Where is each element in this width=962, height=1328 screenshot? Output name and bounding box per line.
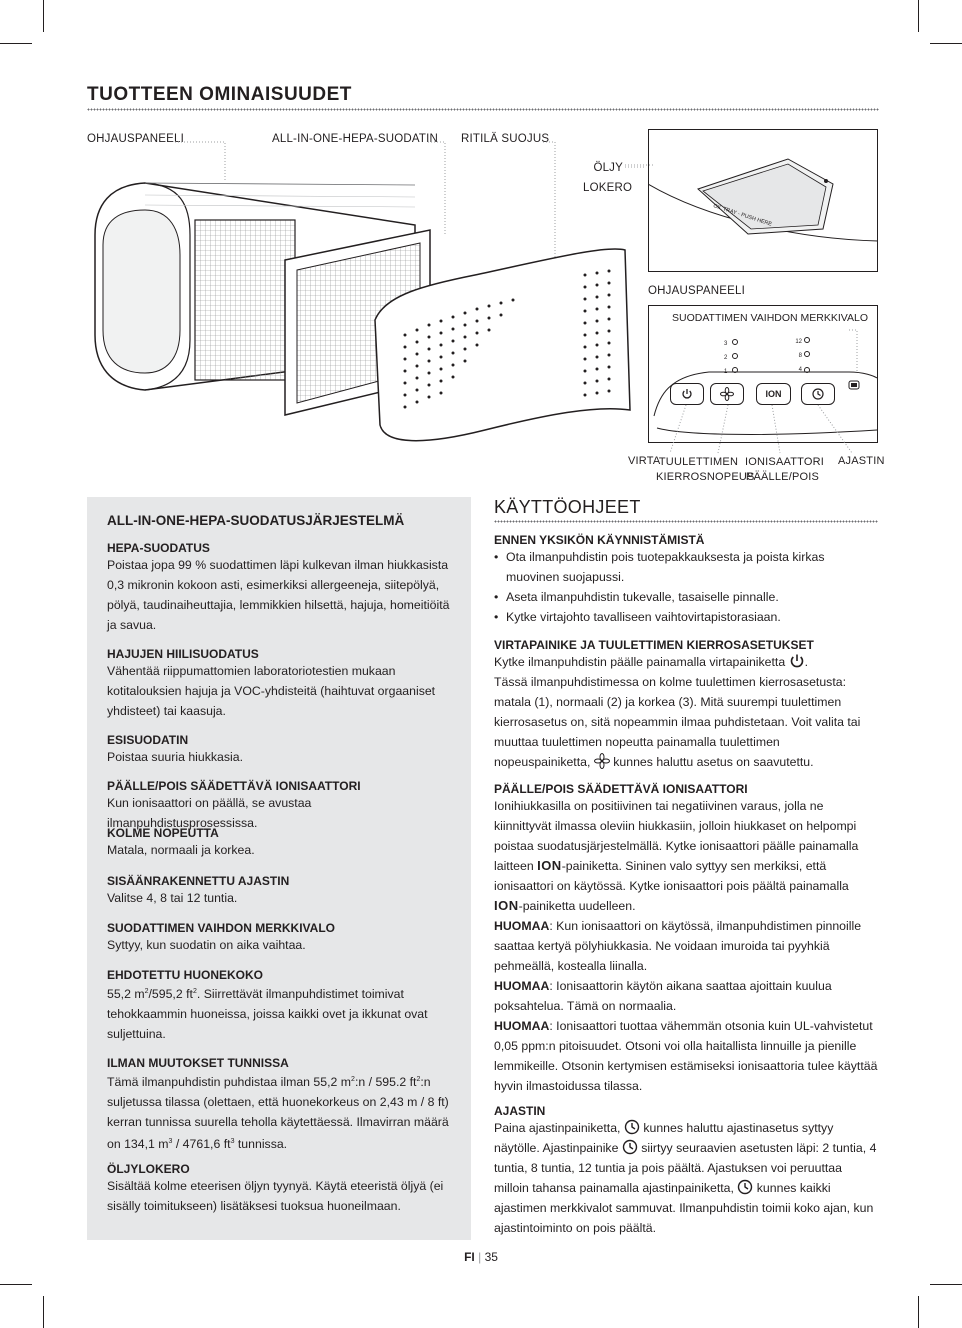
before-start-list <box>494 547 879 627</box>
feature-oil-tray: ÖLJYLOKERO Sisältää kolme eteerisen öljyn tyynyä. Käytä eteeristä öljyä (ei sisälly toimitukseen) lisätäksesi tuoksua huoneilmaan. <box>107 1162 444 1213</box>
crop-mark <box>918 1296 919 1328</box>
label-fan-speed: TUULETTIMEN KIERROSNOPEUS <box>656 456 755 483</box>
footer-separator: | <box>478 1250 482 1264</box>
section-before-start: ENNEN YKSIKÖN KÄYNNISTÄMISTÄ • Ota ilmanpuhdistin pois tuotepakkauksesta ja poista kirkas muovinen suojapussi. • Aseta ilmanpuhdistin tukevalle, tasaiselle pinnalle. • Kytke virtajohto tavalliseen vaihtovirtapistorasiaan. <box>494 533 879 627</box>
list-item: • Aseta ilmanpuhdistin tukevalle, tasaiselle pinnalle. <box>494 587 879 607</box>
feature-carbon: HAJUJEN HIILISUODATUS Vähentää riippumattomien laboratoriotestien mukaan kotitalouksien hajuja ja VOC-yhdisteitä (haihtuvat orgaaniset yhdisteet) tai kaasuja. <box>107 647 436 718</box>
feature-air-changes: ILMAN MUUTOKSET TUNNISSA Tämä ilmanpuhdistin puhdistaa ilman 55,2 $m^2:n / 595.2$ $ft^2:n$ suljetussa tilassa (olettaen, että huonekorkeus on 2,43 m / 8 ft) kerran tunnissa suurella teholla käytettäessä. Ilmavirran määrä on 134,1 $m^3 / 4761,6$ $ft^3$ tunnissa. <box>107 1056 449 1152</box>
crop-mark <box>930 43 962 44</box>
crop-mark <box>0 43 32 44</box>
feature-timer: SISÄÄNRAKENNETTU AJASTIN Valitse 4, 8 tai 12 tuntia. <box>107 874 290 905</box>
note-1: HUOMAA: Kun ionisaattori on käytössä, ilmanpuhdistimen pinnoille saattaa kertyä pölyhiukkasia. Ne voidaan imuroida tai pyyhkiä pehmeällä, kostealla liinalla. <box>494 919 862 973</box>
list-item: • Ota ilmanpuhdistin pois tuotepakkauksesta ja poista kirkas muovinen suojapussi. <box>494 547 879 587</box>
page-number: 35 <box>484 1250 498 1264</box>
label-ionizer: IONISAATTORI PÄÄLLE/POIS <box>745 456 825 483</box>
feature-speeds: KOLME NOPEUTTA Matala, normaali ja korkea. <box>107 826 255 857</box>
note-2: HUOMAA: Ionisaattorin käytön aikana saattaa ajoittain kuulua poksahtelua. Tämä on normaalia. <box>494 979 832 1013</box>
features-title: ALL-IN-ONE-HEPA-SUODATUSJÄRJESTELMÄ <box>107 513 405 528</box>
page-footer <box>0 1250 962 1264</box>
oil-tray-inset <box>648 129 878 272</box>
crop-mark <box>918 0 919 32</box>
ion-button[interactable]: ION <box>756 383 791 405</box>
product-exploded-diagram <box>85 125 645 455</box>
power-icon <box>681 388 693 400</box>
label-control-panel-2: OHJAUSPANEELI <box>648 285 745 297</box>
instructions-divider <box>494 520 878 525</box>
note-3: HUOMAA: Ionisaattori tuottaa vähemmän otsonia kuin UL-vahvistetut 0,05 ppm:n pitoisuudet. Otsoni voi olla haitallista linnuille ja pienille lemmikeille. Otsonin kertymisen estämiseksi ionisaattoria tulee käyttää hyvin ilmastoidussa tilassa. <box>494 1019 878 1093</box>
fan-icon <box>594 753 610 769</box>
page-title: TUOTTEEN OMINAISUUDET <box>87 84 352 105</box>
label-control-panel: OHJAUSPANEELI <box>87 133 184 145</box>
label-grille: RITILÄ SUOJUS <box>461 133 550 145</box>
label-oil-tray: ÖLJY LOKERO <box>583 162 633 194</box>
crop-mark <box>0 1284 32 1285</box>
language-code: FI <box>464 1250 475 1264</box>
feature-room-size: EHDOTETTU HUONEKOKO 55,2 $m^2/595,2$ $ft^2$. Siirrettävät ilmanpuhdistimet toimivat tehokkaammin huoneissa, joissa kaikki ovet ja ikkunat ovat suljettuina. <box>107 968 428 1042</box>
section-timer: AJASTIN Paina ajastinpainiketta, kunnes haluttu ajastinasetus syttyy näytölle. Ajastinpainike siirtyy seuraavien asetusten läpi: 2 tuntia, 4 tuntia, 8 tuntia, 12 tuntia ja pois päältä. Ajastuksen voi peruuttaa milloin tahansa painamalla ajastinpainiketta, kunnes kaikki ajastimen merkkivalot sammuvat. Ilmanpuhdistin toimii koko ajan, kun ajastintoiminto on pois päältä. <box>494 1104 877 1235</box>
svg-text:OIL TRAY - PUSH HERE: OIL TRAY - PUSH HERE <box>712 203 773 228</box>
crop-mark <box>43 0 44 32</box>
clock-icon <box>622 1139 638 1155</box>
instructions-title: KÄYTTÖOHJEET <box>494 497 641 517</box>
feature-ionizer: PÄÄLLE/POIS SÄÄDETTÄVÄ IONISAATTORI Kun ionisaattori on päällä, se avustaa ilmanpuhdistusprosessissa. <box>107 779 361 830</box>
timer-level-labels: 12 8 4 <box>795 339 802 373</box>
crop-mark <box>43 1296 44 1328</box>
button-leader-lines <box>640 400 880 456</box>
crop-mark <box>930 1284 962 1285</box>
clock-icon <box>624 1119 640 1135</box>
speed-level-labels: 3 2 1 <box>724 341 728 375</box>
feature-prefilter: ESISUODATIN Poistaa suuria hiukkasia. <box>107 733 244 764</box>
clock-icon <box>812 388 824 400</box>
section-ionizer: PÄÄLLE/POIS SÄÄDETTÄVÄ IONISAATTORI Ionihiukkasilla on positiivinen tai negatiivinen varaus, jolla ne kiinnittyvät ilmassa oleviin hiukkasiin, jolloin hiukkaset on helpompi poistaa suodatusjärjestelmällä. Kytke ionisaattori päälle painamalla laitteen ION-painiketta. Sininen valo syttyy sen merkiksi, että ionisaattori on käytössä. Kytke ionisaattori pois päältä painamalla ION-painiketta uudelleen. HUOMAA: Kun ionisaattori on käytössä, ilmanpuhdistimen pinnoille saattaa kertyä pölyhiukkasia. Ne voidaan imuroida tai pyyhkiä pehmeällä, kostealla liinalla. HUOMAA: Ionisaattorin käytön aikana saattaa ajoittain kuulua poksahtelua. Tämä on normaalia. HUOMAA: Ionisaattori tuottaa vähemmän otsonia kuin UL-vahvistetut 0,05 ppm:n pitoisuudet. Otsoni voi olla haitallista linnuille ja pienille lemmikeille. Otsonin kertymisen estämiseksi ionisaattoria tulee käyttää hyvin ilmastoidussa tilassa. <box>494 782 879 1096</box>
label-timer: AJASTIN <box>838 455 885 467</box>
feature-indicator: SUODATTIMEN VAIHDON MERKKIVALO Syttyy, kun suodatin on aika vaihtaa. <box>107 921 335 952</box>
oil-tray-leader <box>625 160 655 170</box>
list-item: • Kytke virtajohto tavalliseen vaihtovirtapistorasiaan. <box>494 607 879 627</box>
power-icon <box>789 653 805 669</box>
features-panel <box>87 497 471 1240</box>
ion-mark: ION <box>494 898 519 913</box>
clock-icon <box>737 1179 753 1195</box>
label-hepa-filter: ALL-IN-ONE-HEPA-SUODATIN <box>272 133 439 145</box>
title-divider <box>87 108 879 113</box>
ion-mark: ION <box>537 858 562 873</box>
section-power-fan: VIRTAPAINIKE JA TUULETTIMEN KIERROSASETUKSET Kytke ilmanpuhdistin päälle painamalla virtapainiketta . Tässä ilmanpuhdistimessa on kolme tuulettimen kierrosasetusta: matala (1), normaali (2) ja korkea (3). Mitä suurempi tuulettimen kierrosasetus on, sitä nopeammin ilmaa puhdistetaan. Voit valita tai muuttaa tuulettimen nopeutta painamalla tuulettimen nopeuspainiketta, kunnes haluttu asetus on saavutettu. <box>494 638 861 769</box>
feature-hepa: HEPA-SUODATUS Poistaa jopa 99 % suodattimen läpi kulkevan ilman hiukkasista 0,3 mikronin kokoon asti, esimerkiksi allergeeneja, siitepölyä, pölyä, taudinaiheuttajia, lemmikkien hilsettä, hajuja, homeitiöitä ja savua. <box>107 541 450 632</box>
fan-icon <box>720 387 734 401</box>
label-power: VIRTA <box>628 455 661 467</box>
filter-indicator-label: SUODATTIMEN VAIHDON MERKKIVALO <box>672 312 869 324</box>
